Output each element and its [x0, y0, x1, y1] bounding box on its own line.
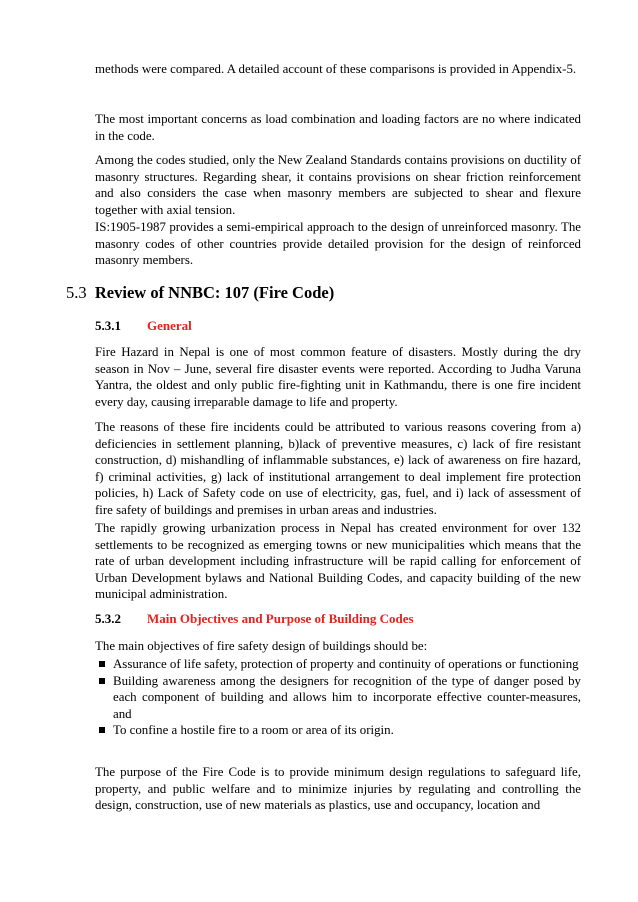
- square-bullet-icon: [99, 727, 105, 733]
- paragraph-fire-reasons: The reasons of these fire incidents could be attributed to various reasons covering from a) deficiencies in settlement planning, b)lack of preventive measures, c) lack of fire resistant construction, d) mishandling of inflammable substances, e) lack of awareness on fire hazard, f) criminal activities, g) lack of institutional arrangement to deal implement fire protection policies, h) Lack of Safety code on use of electricity, gas, fuel, and i) lack of assessment of fire safety of buildings and premises in urban areas and industries.: [95, 420, 581, 517]
- paragraph-fire-code-purpose: The purpose of the Fire Code is to provide minimum design regulations to safeguard life, property, and public welfare and to minimize injuries by regulating and controlling the design, construction, use of new materials as plastics, use and occupancy, location and: [95, 765, 581, 813]
- subsection-number: 5.3.2: [95, 611, 121, 626]
- subsection-heading-general: [95, 318, 192, 334]
- paragraph-fire-hazard: Fire Hazard in Nepal is one of most common feature of disasters. Mostly during the dry season in Nov – June, several fire disaster events were reported. According to Judha Varuna Yantra, the oldest and only public fire-fighting unit in Kathmandu, there is one fire incident every day, causing irreparable damage to life and property.: [95, 345, 581, 409]
- list-item-text: Building awareness among the designers for recognition of the type of danger posed by each component of building and allows him to incorporate effective counter-measures, and: [113, 673, 581, 721]
- list-item: [95, 673, 581, 723]
- subsection-heading-objectives: [95, 611, 414, 627]
- objectives-list: [95, 656, 581, 739]
- paragraph-urbanization: The rapidly growing urbanization process in Nepal has created environment for over 132 settlements to be recognized as emerging towns or new municipalities which means that the rate of urban development including infrastructure will be rapid calling for enforcement of Urban Development bylaws and National Building Codes, and capacity building of the new municipal administration.: [95, 521, 581, 602]
- subsection-title: Main Objectives and Purpose of Building Codes: [147, 611, 414, 626]
- subsection-number: 5.3.1: [95, 318, 121, 333]
- square-bullet-icon: [99, 661, 105, 667]
- paragraph-nz-standards: Among the codes studied, only the New Zealand Standards contains provisions on ductility of masonry structures. Regarding shear, it contains provisions on shear friction reinforcement and also considers the case when masonry members are subjected to shear and flexure together with axial tension.: [95, 153, 581, 217]
- section-title: Review of NNBC: 107 (Fire Code): [94, 283, 335, 302]
- section-heading: [66, 283, 334, 303]
- paragraph-objectives-intro: The main objectives of fire safety design of buildings should be:: [95, 639, 428, 653]
- paragraph-appendix-comparison: methods were compared. A detailed account of these comparisons is provided in Appendix-5.: [95, 62, 577, 76]
- list-item: [95, 656, 581, 673]
- paragraph-is1905: IS:1905-1987 provides a semi-empirical approach to the design of unreinforced masonry. The masonry codes of other countries provide detailed provision for the design of reinforced masonry members.: [95, 220, 581, 268]
- list-item: [95, 722, 581, 739]
- subsection-title: General: [147, 318, 192, 333]
- section-number: 5.3: [66, 283, 87, 302]
- paragraph-load-combination: The most important concerns as load combination and loading factors are no where indicated in the code.: [95, 112, 581, 143]
- square-bullet-icon: [99, 678, 105, 684]
- list-item-text: Assurance of life safety, protection of property and continuity of operations or functioning: [113, 657, 579, 671]
- list-item-text: To confine a hostile fire to a room or area of its origin.: [113, 723, 394, 738]
